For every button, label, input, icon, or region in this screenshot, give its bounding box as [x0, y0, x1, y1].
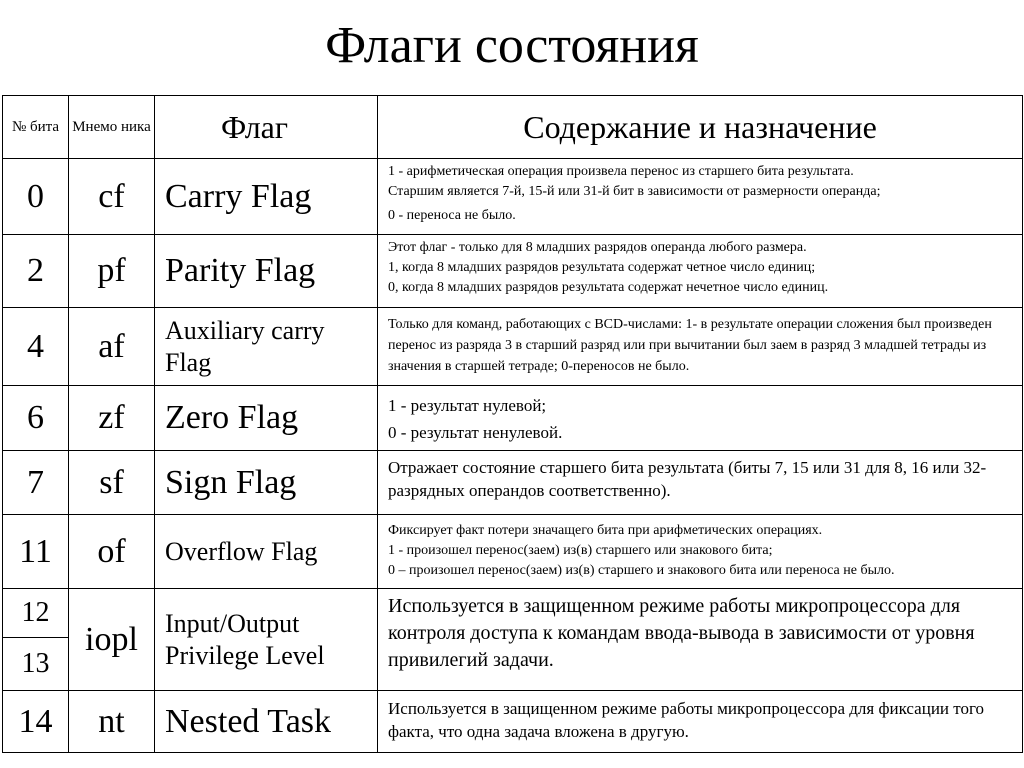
table-row — [3, 691, 1023, 753]
bit-number: 14 — [3, 691, 69, 753]
description-line: 0 – произошел перенос(заем) из(в) старшего и знакового бита или переноса не было. — [388, 563, 895, 578]
bit-number: 0 — [3, 159, 69, 235]
bit-number: 13 — [3, 638, 69, 691]
description-line: Используется в защищенном режиме работы микропроцессора для фиксации того факта, что одна задача вложена в другую. — [388, 699, 985, 741]
table-row — [3, 235, 1023, 308]
description-line: 0, когда 8 младших разрядов результата содержат нечетное число единиц. — [388, 280, 829, 295]
description-line: 1 - арифметическая операция произвела перенос из старшего бита результата. — [388, 164, 854, 179]
description-line: 1 - результат нулевой; — [388, 396, 547, 415]
table-row — [3, 159, 1023, 235]
description-line: 1, когда 8 младших разрядов результата содержат четное число единиц; — [388, 260, 816, 275]
mnemonic: iopl — [69, 589, 155, 691]
bit-number: 2 — [3, 235, 69, 308]
description-line: Только для команд, работающих с BCD-числами: 1- в результате операции сложения был произведен перенос из разряда 3 в старший разряд или при вычитании был заем в разряд 3 младшей тетрады из значения в старшей тетраде; 0-переносов не было. — [388, 317, 992, 374]
flag-description — [378, 235, 1023, 308]
flags-table — [2, 95, 1023, 753]
description-line: 1 - произошел перенос(заем) из(в) старшего или знакового бита; — [388, 543, 773, 558]
flag-name: Carry Flag — [155, 159, 378, 235]
description-line: Этот флаг - только для 8 младших разрядов операнда любого размера. — [388, 240, 807, 255]
flag-description — [378, 159, 1023, 235]
table-row — [3, 451, 1023, 515]
flag-description — [378, 515, 1023, 589]
description-line: Используется в защищенном режиме работы микропроцессора для контроля доступа к командам ввода-вывода в зависимости от уровня привилегий задачи. — [388, 595, 975, 671]
flag-description — [378, 451, 1023, 515]
description-line: 0 - переноса не было. — [388, 208, 516, 223]
mnemonic: nt — [69, 691, 155, 753]
mnemonic: af — [69, 308, 155, 386]
header-description: Содержание и назначение — [378, 96, 1023, 159]
flag-name: Auxiliary carry Flag — [155, 308, 378, 386]
mnemonic: pf — [69, 235, 155, 308]
flag-name: Overflow Flag — [155, 515, 378, 589]
page-title: Флаги состояния — [325, 17, 699, 74]
flag-name: Parity Flag — [155, 235, 378, 308]
header-bit-no: № бита — [3, 96, 69, 159]
bit-number: 12 — [3, 589, 69, 638]
description-line: Фиксирует факт потери значащего бита при арифметических операциях. — [388, 523, 823, 538]
flag-name: Input/Output Privilege Level — [155, 589, 378, 691]
flag-description — [378, 308, 1023, 386]
mnemonic: cf — [69, 159, 155, 235]
description-line: Отражает состояние старшего бита результата (биты 7, 15 или 31 для 8, 16 или 32-разрядных операндов соответственно). — [388, 458, 987, 500]
flag-name: Sign Flag — [155, 451, 378, 515]
flag-name: Nested Task — [155, 691, 378, 753]
table-row — [3, 386, 1023, 451]
description-line: Старшим является 7-й, 15-й или 31-й бит в зависимости от размерности операнда; — [388, 184, 881, 199]
table-row — [3, 515, 1023, 589]
table-row — [3, 589, 1023, 638]
header-flag: Флаг — [155, 96, 378, 159]
bit-number: 6 — [3, 386, 69, 451]
flag-name: Zero Flag — [155, 386, 378, 451]
table-row — [3, 308, 1023, 386]
header-mnemonic: Мнемо ника — [69, 96, 155, 159]
bit-number: 7 — [3, 451, 69, 515]
flag-description — [378, 589, 1023, 691]
table-header-row — [3, 96, 1023, 159]
mnemonic: zf — [69, 386, 155, 451]
flag-description — [378, 386, 1023, 451]
flag-description — [378, 691, 1023, 753]
bit-number: 4 — [3, 308, 69, 386]
bit-number: 11 — [3, 515, 69, 589]
mnemonic: of — [69, 515, 155, 589]
description-line: 0 - результат ненулевой. — [388, 423, 563, 442]
mnemonic: sf — [69, 451, 155, 515]
